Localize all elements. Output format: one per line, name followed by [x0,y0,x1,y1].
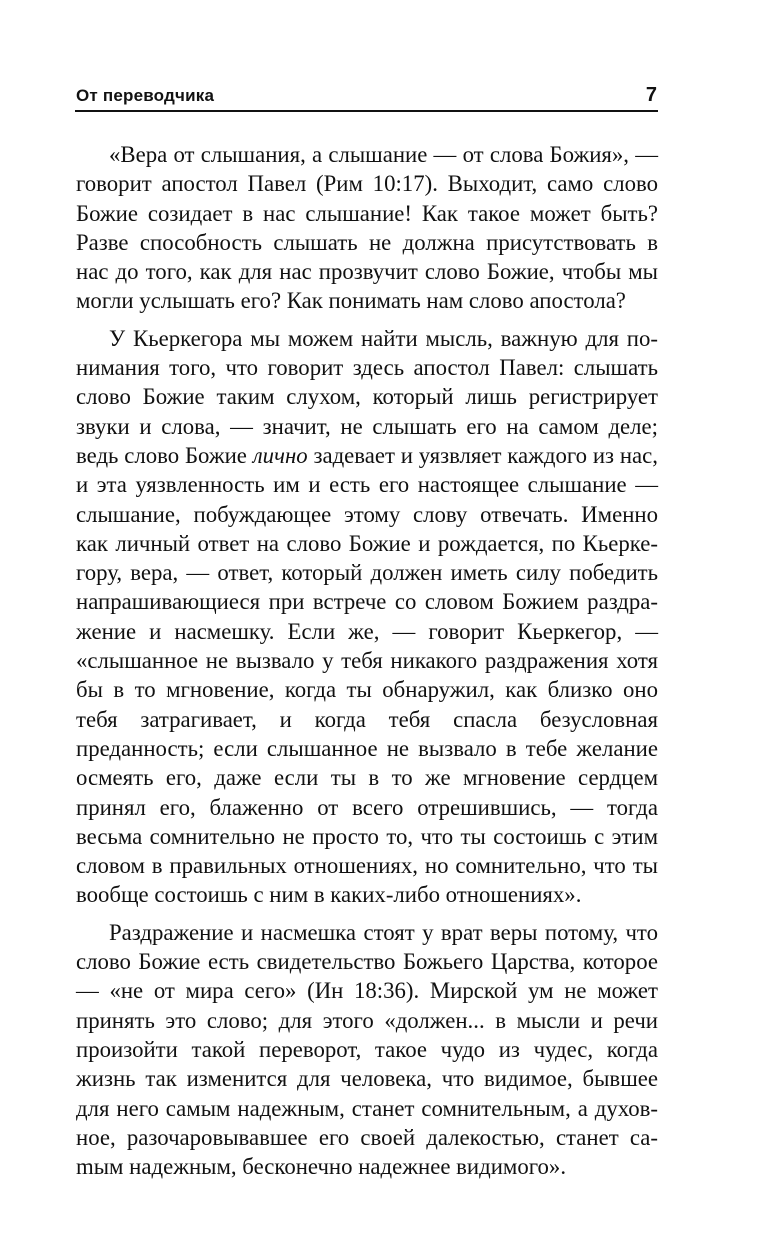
section-title: От переводчика [76,86,215,105]
paragraph-1: «Вера от слышания, а слышание — от слова Божия», — говорит апостол Павел (Рим 10:17). Выходит, само слово Божие созидает в нас слышание! Как такое может быть? Разве способность слышать не должна присутствовать в нас до того, как для нас прозвучит слово Божие, чтобы мы могли услышать его? Как понимать нам слово апостола? [76,142,658,314]
paragraph-2-after: задевает и уязвляет каждого из нас, и эта уязвленность им и есть его настоящее слышание — слышание, побуждающее этому слову отвечать. Именно как личный ответ на слово Божие и рождается, по Кьеркегору, вера, — ответ, который должен иметь силу победить напрашивающиеся при встрече со словом Божием раздражение и насмешку. Если же, — говорит Кьеркегор, — «слышанное не вызвало у тебя никакого раздражения хотя бы в то мгновение, когда ты обнаружил, как близко оно тебя затрагивает, и когда тебя спасла безусловная преданность; если слышанное не вызвало в тебе желание осмеять его, даже если ты в то же мгновение сердцем принял его, блаженно от всего отрешившись, — тогда весьма сомнительно не просто то, что ты состоишь с этим словом в правильных отношениях, но сомнительно, что ты вообще состоишь с ним в каких-либо отношениях». [76,442,658,908]
page-number: 7 [645,84,657,106]
body-text [76,140,658,1181]
paragraph-2 [76,324,658,910]
running-header [75,86,658,112]
paragraph-2-before: У Кьеркегора мы можем найти мысль, важную для понимания того, что говорит здесь апостол Павел: слышать слово Божие таким слухом, который лишь регистрирует звуки и слова, — значит, не слышать его на самом деле; ведь слово Божие [76,325,658,468]
paragraph-3: Раздражение и насмешка стоят у врат веры потому, что слово Божие есть свидетельство Божьего Царства, которое — «не от мира сего» (Ин 18:36). Мирской ум не может принять это слово; для этого «должен... в мысли и речи произойти такой переворот, такое чудо из чудес, когда жизнь так изменится для человека, что видимое, бывшее для него самым надежным, станет сомнительным, а духовное, разочаровывавшее его своей далекостью, станет саmым надежным, бесконечно надежнее видимого». [76,919,658,1180]
emphasized-word: лично [252,442,308,468]
